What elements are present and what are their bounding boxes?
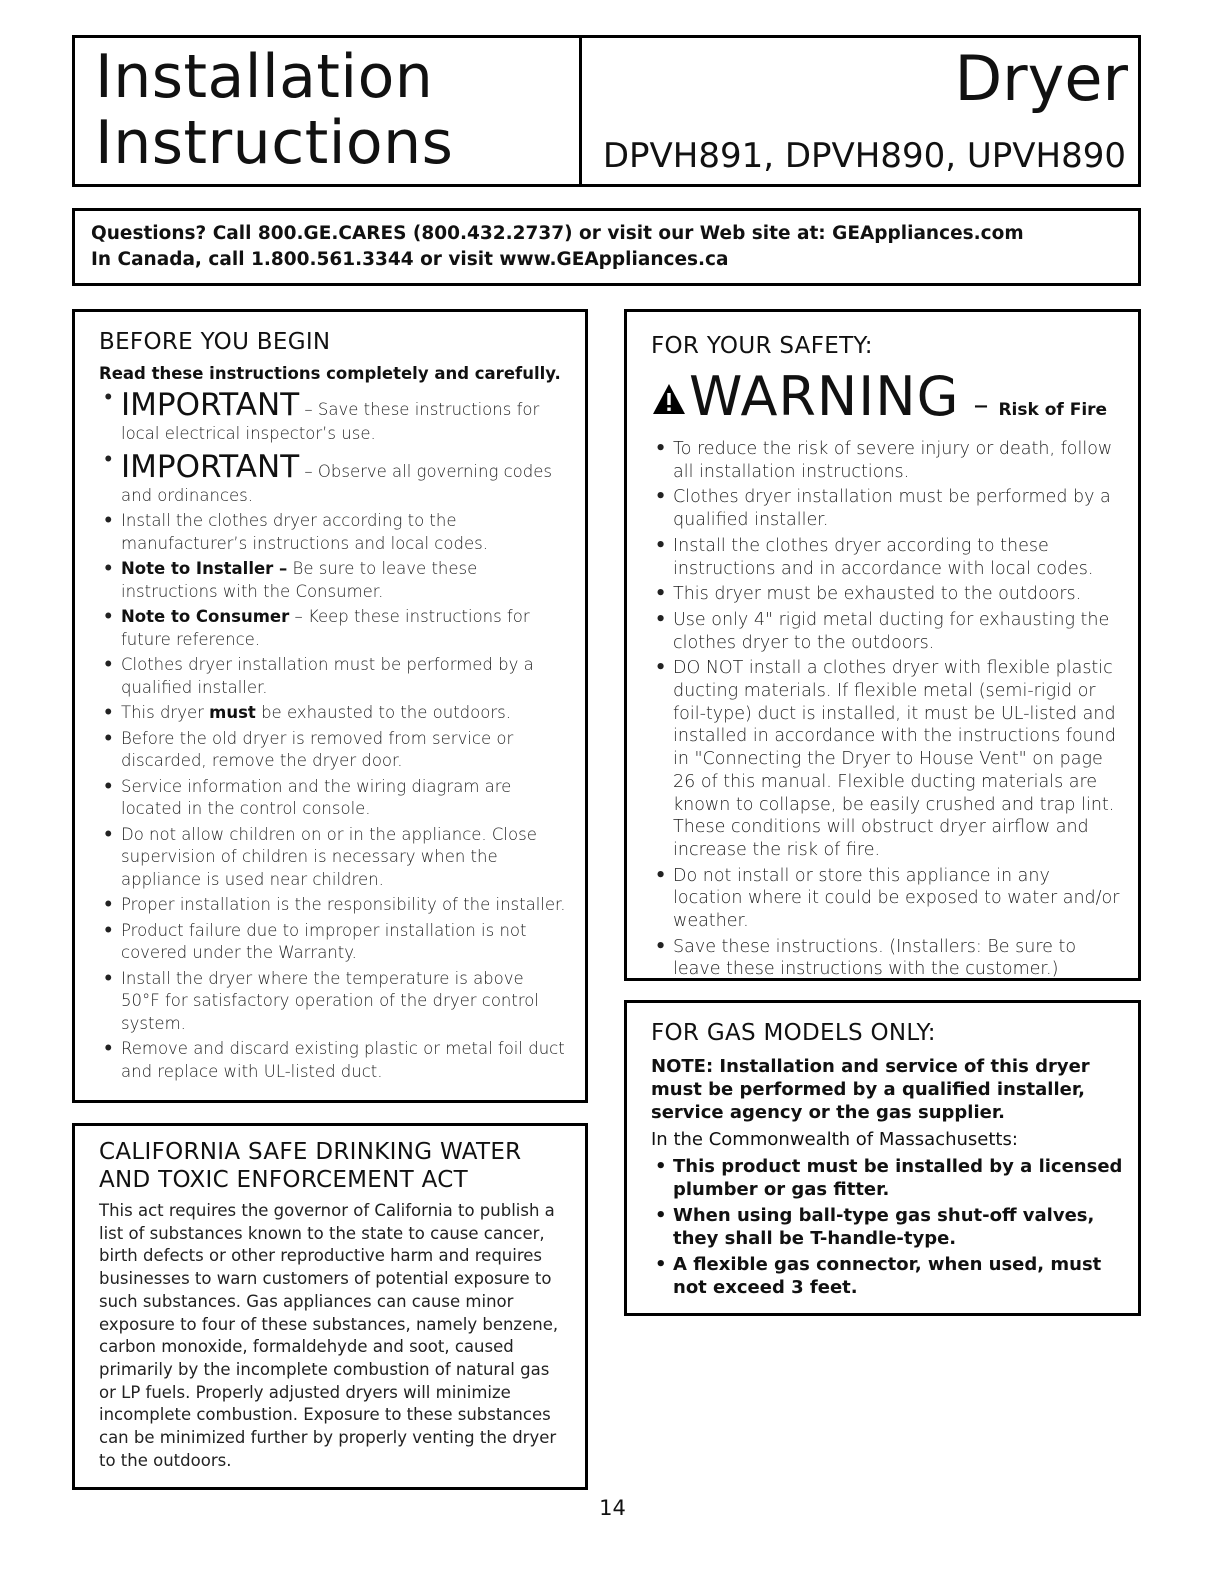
list-item: • A flexible gas connector, when used, must not exceed 3 feet.	[651, 1253, 1124, 1299]
california-body: This act requires the governor of California to publish a list of substances known to the state to cause cancer, birth defects or other reproductive harm and requires businesses to warn customers of potential exposure to such substances. Gas appliances can cause minor exposure to four of these substances, namely benzene, carbon monoxide, formaldehyde and soot, caused primarily by the incomplete combustion of natural gas or LP fuels. Properly adjusted dryers will minimize incomplete combustion. Exposure to these substances can be minimized further by properly venting the dryer to the outdoors.	[99, 1201, 559, 1470]
contact-box	[72, 208, 1141, 286]
list-item	[99, 606, 567, 651]
warning-heading	[651, 365, 1124, 428]
installer-label: Note to Installer –	[121, 559, 288, 578]
list-item	[99, 558, 567, 603]
section-title: FOR YOUR SAFETY:	[651, 333, 873, 359]
title-line-2: Instructions	[95, 108, 454, 178]
lead-text: Read these instructions completely and carefully.	[99, 364, 561, 383]
massachusetts-label: In the Commonwealth of Massachusetts:	[651, 1129, 1018, 1150]
header-product-box	[579, 35, 1141, 187]
gas-models-section	[624, 1000, 1141, 1316]
section-title: CALIFORNIA SAFE DRINKING WATER AND TOXIC ENFORCEMENT ACT	[99, 1139, 522, 1193]
list-item: • Do not allow children on or in the appliance. Close supervision of children is necessary when the appliance is used near children.	[99, 824, 567, 892]
product-name: Dryer	[954, 42, 1128, 115]
list-item: • Use only 4" rigid metal ducting for exhausting the clothes dryer to the outdoors.	[651, 609, 1124, 654]
list-item: • This product must be installed by a licensed plumber or gas fitter.	[651, 1155, 1124, 1201]
exhaust-bold: must	[209, 703, 256, 722]
list-item: • Clothes dryer installation must be performed by a qualified installer.	[99, 654, 567, 699]
list-item: • Install the clothes dryer according to these instructions and in accordance with local codes.	[651, 535, 1124, 580]
before-you-begin-section	[72, 309, 588, 1103]
contact-canada: In Canada, call 1.800.561.3344 or visit www.GEAppliances.ca	[91, 249, 729, 270]
before-list	[99, 387, 567, 1083]
california-section	[72, 1123, 588, 1490]
warning-risk: Risk of Fire	[998, 400, 1108, 420]
safety-list	[651, 438, 1124, 981]
important-label: IMPORTANT	[121, 448, 300, 485]
model-numbers: DPVH891, DPVH890, UPVH890	[602, 136, 1126, 176]
list-item	[99, 702, 567, 725]
installer-text: Be sure to leave these instructions with the Consumer.	[121, 559, 478, 601]
list-item: • Proper installation is the responsibility of the installer.	[99, 894, 567, 917]
document-title	[95, 44, 453, 176]
list-item	[99, 387, 567, 446]
section-title: FOR GAS MODELS ONLY:	[651, 1020, 936, 1046]
warning-dash: –	[973, 388, 989, 423]
list-item: • DO NOT install a clothes dryer with flexible plastic ducting materials. If flexible metal (semi-rigid or foil-type) duct is installed, it must be UL-listed and installed in accordance with the instructions found in "Connecting the Dryer to House Vent" on page 26 of this manual. Flexible ducting materials are known to collapse, be easily crushed and trap lint. These conditions will obstruct dryer airflow and increase the risk of fire.	[651, 657, 1124, 861]
list-item: • This dryer must be exhausted to the outdoors.	[651, 583, 1124, 606]
exhaust-pre: This dryer	[121, 703, 210, 722]
list-item: • Product failure due to improper installation is not covered under the Warranty.	[99, 920, 567, 965]
important-label: IMPORTANT	[121, 387, 300, 423]
title-line-1: Installation	[95, 42, 434, 112]
list-item	[99, 449, 567, 508]
warning-triangle-icon	[651, 382, 687, 416]
section-title: BEFORE YOU BEGIN	[99, 329, 331, 355]
gas-note: NOTE: Installation and service of this dryer must be performed by a qualified installer, service agency or the gas supplier.	[651, 1056, 1090, 1123]
list-item: • Remove and discard existing plastic or metal foil duct and replace with UL-listed duct.	[99, 1038, 567, 1083]
contact-us: Questions? Call 800.GE.CARES (800.432.2737) or visit our Web site at: GEAppliances.com	[91, 223, 1024, 244]
page-number: 14	[599, 1496, 626, 1520]
list-item: • Save these instructions. (Installers: Be sure to leave these instructions with the customer.)	[651, 936, 1124, 981]
list-item: • Clothes dryer installation must be performed by a qualified installer.	[651, 486, 1124, 531]
consumer-label: Note to Consumer	[121, 607, 290, 626]
important-text: – Save these instructions for local electrical inspector’s use.	[121, 400, 540, 443]
safety-section	[624, 309, 1141, 981]
list-item: • To reduce the risk of severe injury or death, follow all installation instructions.	[651, 438, 1124, 483]
exhaust-post: be exhausted to the outdoors.	[255, 703, 511, 722]
gas-list	[651, 1155, 1124, 1299]
list-item: • Install the dryer where the temperature is above 50°F for satisfactory operation of the dryer control system.	[99, 968, 567, 1036]
important-text: – Observe all governing codes and ordinances.	[121, 461, 552, 505]
list-item: • When using ball-type gas shut-off valves, they shall be T-handle-type.	[651, 1204, 1124, 1250]
consumer-text: – Keep these instructions for future reference.	[121, 607, 530, 649]
warning-word: WARNING	[689, 365, 960, 428]
list-item: • Do not install or store this appliance in any location where it could be exposed to water and/or weather.	[651, 865, 1124, 933]
list-item: • Before the old dryer is removed from service or discarded, remove the dryer door.	[99, 728, 567, 773]
header-title-box	[72, 35, 582, 187]
list-item: • Install the clothes dryer according to the manufacturer’s instructions and local codes.	[99, 510, 567, 555]
list-item: • Service information and the wiring diagram are located in the control console.	[99, 776, 567, 821]
